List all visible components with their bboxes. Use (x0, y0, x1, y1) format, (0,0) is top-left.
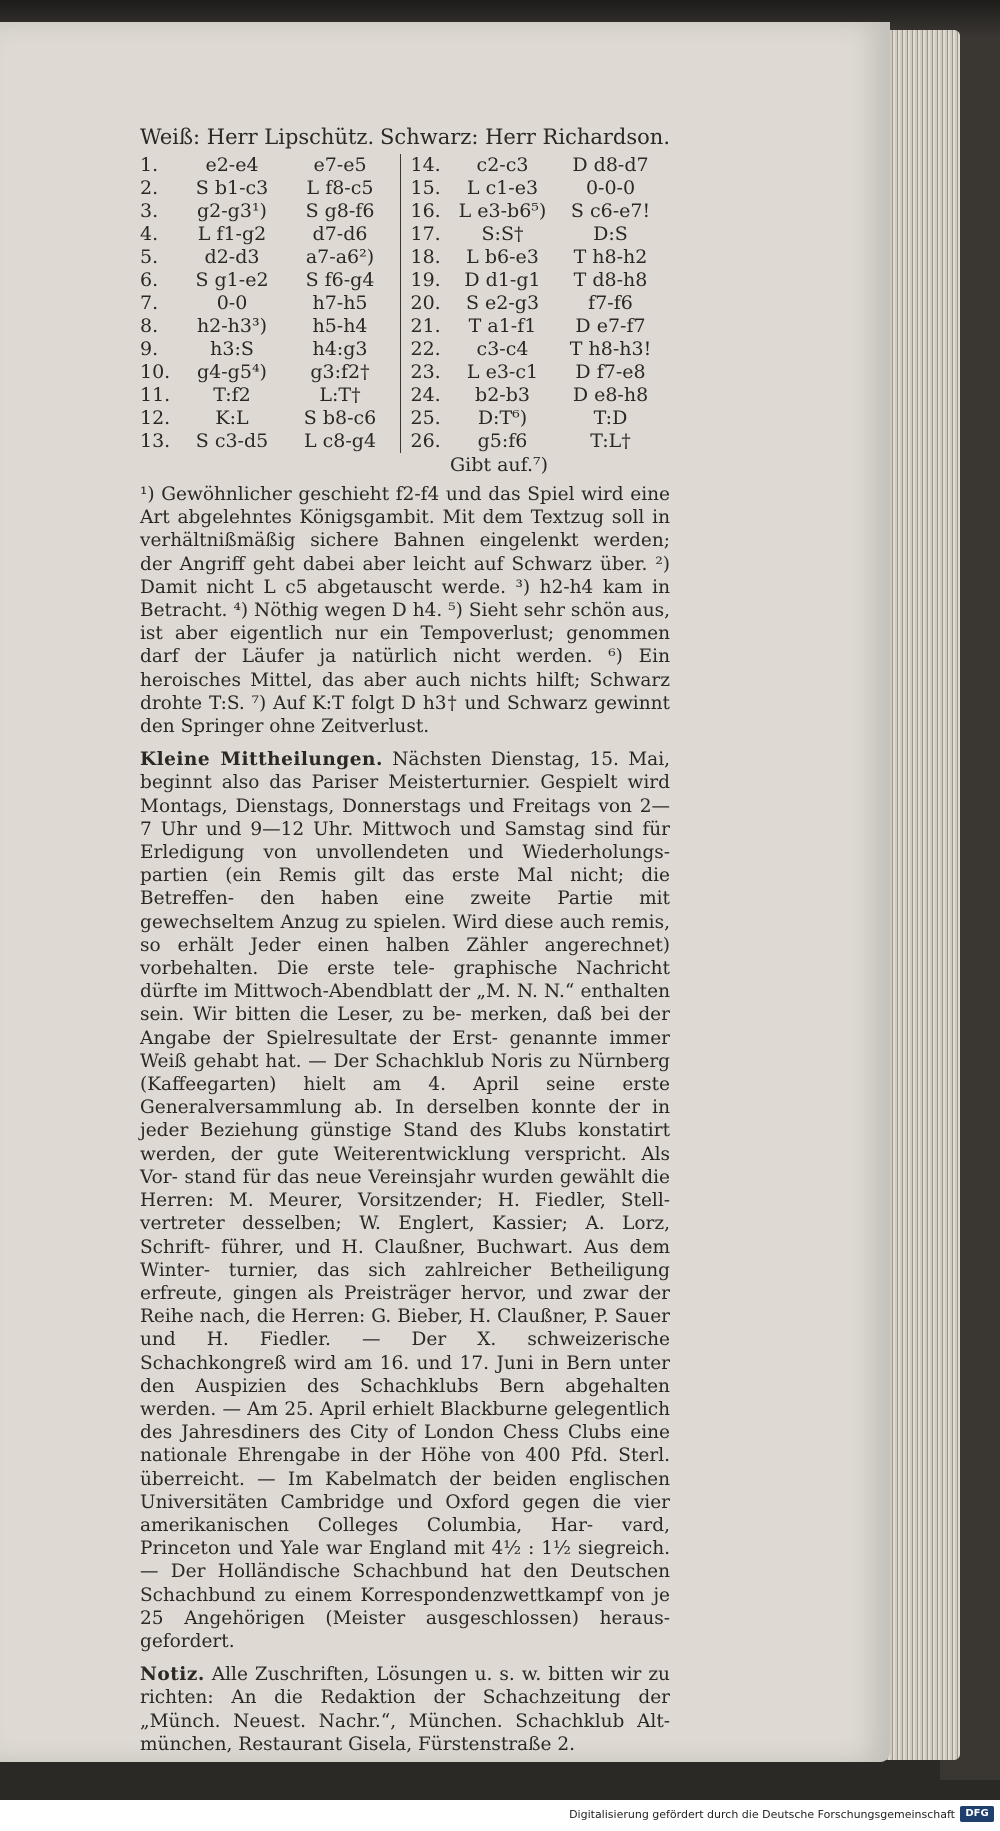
white-move: S e2-g3 (465, 292, 540, 314)
white-move: e2-e4 (205, 154, 259, 176)
move-row (411, 384, 671, 407)
move-row (140, 315, 400, 338)
white-move: h3:S (210, 338, 254, 360)
black-move: h5-h4 (312, 315, 368, 337)
black-move: T:L† (590, 430, 631, 452)
black-move: e7-e5 (313, 154, 367, 176)
white-move: L e3-b6⁵) (458, 200, 547, 222)
news-line: siegreich. — Der Holländische Schachbund hat den (140, 1538, 670, 1583)
news-line: Noris zu Nürnberg (Kaffeegarten) hielt am 4. April seine (140, 1050, 671, 1096)
note-line: ¹) Gewöhnlicher geschieht f2-f4 und das Spiel wird eine (140, 484, 670, 505)
black-move: L f8-c5 (306, 177, 374, 199)
black-move: D e7-f7 (575, 315, 646, 337)
black-move: 0-0-0 (585, 177, 636, 199)
move-row (411, 200, 671, 223)
move-number: 6. (140, 269, 159, 291)
note-line: eigentlich nur ein Tempoverlust; genommen darf der (140, 623, 670, 668)
news-line: erhielt Blackburne gelegentlich des Jahresdiners des City (140, 1398, 670, 1444)
move-number: 23. (410, 361, 441, 383)
news-line: vard, Princeton und Yale war England mit 4½ : 1½ (140, 1514, 670, 1560)
news-line: vertreter desselben; W. Englert, Kassier; A. Lorz, Schrift- (140, 1213, 670, 1258)
white-move: c2-c3 (476, 154, 529, 176)
move-number: 24. (410, 384, 441, 406)
black-move: g3:f2† (310, 361, 370, 383)
black-move: h7-h5 (312, 292, 368, 314)
news-line: H. Fiedler. — Der X. schweizerische Schachkongreß wird (140, 1329, 670, 1374)
footer-bar (0, 1800, 1000, 1831)
move-row (140, 292, 400, 315)
black-move: D:S (593, 223, 628, 245)
move-number: 2. (140, 177, 159, 199)
black-move: L c8-g4 (303, 430, 377, 452)
note-line: verhältnißmäßig sichere Bahnen eingelenkt werden; der (140, 530, 670, 575)
move-row (411, 338, 671, 361)
resignation: Gibt auf.⁷) (450, 454, 549, 476)
move-number: 18. (410, 246, 441, 268)
move-number: 16. (410, 200, 441, 222)
move-number: 22. (410, 338, 441, 360)
note-line: nicht L c5 abgetauscht werde. ³) h2-h4 kam in Betracht. (140, 576, 670, 622)
news-line: jeder Beziehung günstige Stand des Klubs konstatirt (140, 1120, 670, 1142)
news-paragraph (140, 748, 670, 1653)
book-page (0, 22, 890, 1762)
move-row (140, 223, 400, 246)
news-line: für Erledigung von unvollendeten und Wiederholungs- (140, 818, 670, 864)
white-move: c3-c4 (476, 338, 529, 360)
move-row (411, 292, 671, 315)
move-number: 25. (410, 407, 441, 429)
black-move: S g8-f6 (305, 200, 375, 222)
moves-column-right (400, 154, 671, 453)
note-line: Angriff geht dabei aber leicht auf Schwarz über. ²) Damit (140, 553, 670, 598)
news-line: erste Generalversammlung ab. In derselben konnte der in (140, 1074, 670, 1119)
white-move: h2-h3³) (196, 315, 268, 337)
move-number: 17. (410, 223, 441, 245)
note-line: folgt D h3† und Schwarz gewinnt den Springer ohne (140, 692, 670, 738)
footer-credit: Digitalisierung gefördert durch die Deutsche Forschungsgemeinschaft (569, 1808, 955, 1821)
notice-heading: Notiz. (140, 1664, 205, 1686)
moves-column-left (140, 154, 400, 453)
move-row (411, 223, 671, 246)
move-number: 14. (410, 154, 441, 176)
move-number: 7. (140, 292, 159, 314)
news-line: beginnt also das Pariser Meisterturnier. Gespielt wird (140, 772, 670, 794)
move-number: 15. (410, 177, 441, 199)
news-line: gegen die vier amerikanischen Colleges Columbia, Har- (140, 1491, 670, 1536)
news-line: der beiden englischen Universitäten Cambridge und Oxford (140, 1468, 670, 1513)
move-row (140, 177, 400, 200)
white-move: g4-g5⁴) (197, 361, 267, 383)
news-line: of London Chess Clubs eine nationale Ehrengabe in der (140, 1422, 670, 1467)
move-table (140, 154, 670, 453)
white-move: g5:f6 (477, 430, 528, 452)
move-row (140, 246, 400, 269)
news-line: „M. N. N.“ enthalten sein. Wir bitten die Leser, zu be- (140, 981, 670, 1026)
dfg-logo: DFG (960, 1806, 994, 1822)
move-number: 9. (140, 338, 159, 360)
news-line: den haben eine zweite Partie mit gewechseltem Anzug zu (140, 888, 670, 933)
news-heading: Kleine Mittheilungen. (140, 749, 383, 771)
note-line: Läufer ja natürlich nicht werden. ⁶) Ein heroisches Mittel, (140, 646, 671, 691)
white-move: g2-g3¹) (197, 200, 267, 222)
move-row (140, 338, 400, 361)
white-move: T a1-f1 (468, 315, 537, 337)
move-number: 3. (140, 200, 159, 222)
news-line: 2—7 Uhr und 9—12 Uhr. Mittwoch und Samstag sind (140, 795, 670, 840)
move-row (411, 430, 671, 453)
white-player: Weiß: Herr Lipschütz. (140, 125, 375, 149)
news-line: Nächsten Dienstag, 15. Mai, (382, 749, 670, 771)
white-move: L e3-c1 (466, 361, 539, 383)
move-row (140, 269, 400, 292)
move-number: 5. (140, 246, 159, 268)
move-row (140, 384, 400, 407)
game-header (140, 122, 670, 152)
white-move: L b6-e3 (466, 246, 539, 268)
news-line: merken, daß bei der Angabe der Spielresultate der Erst- (140, 1004, 670, 1049)
white-move: L c1-e3 (466, 177, 539, 199)
notice-line: zu richten: An die Redaktion der Schachzeitung der (140, 1664, 670, 1709)
text-column (140, 122, 670, 1756)
black-move: T h8-h3! (569, 338, 652, 360)
move-number: 1. (140, 154, 159, 176)
news-line: Deutschen Schachbund zu einem Korrespondenzwettkampf (140, 1561, 670, 1606)
news-line: stand für das neue Vereinsjahr wurden gewählt die (184, 1166, 670, 1188)
notice-line: „Münch. Neuest. Nachr.“, München. Schachklub Alt- (140, 1710, 670, 1732)
move-number: 20. (410, 292, 441, 314)
white-move: D d1-g1 (464, 269, 541, 291)
move-row (411, 315, 671, 338)
move-row (411, 361, 671, 384)
game-notes (140, 483, 670, 738)
news-line: Schachklubs Bern abgehalten werden. — Am 25. April (140, 1375, 670, 1420)
move-row (411, 407, 671, 430)
black-move: S f6-g4 (305, 269, 375, 291)
black-player: Schwarz: Herr Richardson. (380, 125, 670, 149)
move-row (140, 200, 400, 223)
black-move: D d8-d7 (572, 154, 649, 176)
move-number: 11. (140, 384, 171, 406)
white-move: S c3-d5 (195, 430, 269, 452)
white-move: S b1-c3 (195, 177, 269, 199)
move-row (140, 430, 400, 453)
move-number: 21. (410, 315, 441, 337)
white-move: S:S† (481, 223, 524, 245)
move-number: 19. (410, 269, 441, 291)
note-line: Zeitverlust. (321, 716, 430, 738)
news-line: am 16. und 17. Juni in Bern unter den Auspizien des (140, 1352, 671, 1397)
move-row (140, 361, 400, 384)
news-line: spielen. Wird diese auch remis, so erhält Jeder einen (140, 911, 670, 956)
black-move: h4:g3 (312, 338, 368, 360)
black-move: T:D (593, 407, 628, 429)
move-number: 12. (140, 407, 171, 429)
move-number: 10. (140, 361, 171, 383)
black-move: L:T† (319, 384, 361, 406)
white-move: L f1-g2 (197, 223, 267, 245)
notice-line: münchen, Restaurant Gisela, Fürstenstraße 2. (140, 1733, 575, 1755)
notice-paragraph (140, 1663, 670, 1756)
white-move: b2-b3 (475, 384, 530, 406)
news-line: partien (ein Remis gilt das erste Mal nicht; die Betreffen- (140, 865, 670, 910)
black-move: D e8-h8 (572, 384, 649, 406)
black-move: f7-f6 (588, 292, 633, 314)
move-row (411, 246, 671, 269)
white-move: S g1-e2 (195, 269, 269, 291)
news-line: als Preisträger hervor, und zwar der Reihe nach, die (140, 1282, 671, 1328)
move-row (411, 154, 671, 177)
news-line: halben Zähler angerechnet) vorbehalten. Die erste tele- (140, 934, 670, 980)
move-number: 8. (140, 315, 159, 337)
note-line: ⁴) Nöthig wegen D h4. ⁵) Sieht sehr schön aus, ist aber (140, 600, 670, 645)
note-line: Art abgelehntes Königsgambit. Mit dem Textzug soll in (140, 507, 670, 529)
note-line: das aber auch nichts hilft; Schwarz drohte T:S. ⁷) Auf K:T (140, 669, 671, 714)
news-line: Herren: M. Meurer, Vorsitzender; H. Fiedler, Stell- (140, 1190, 670, 1212)
news-line: von je 25 Angehörigen (Meister ausgeschlossen) heraus- (140, 1584, 670, 1629)
white-move: T:f2 (213, 384, 251, 406)
black-move: T d8-h8 (573, 269, 648, 291)
news-line: gefordert. (140, 1630, 235, 1652)
black-move: d7-d6 (312, 223, 368, 245)
black-move: D f7-e8 (575, 361, 646, 383)
white-move: d2-d3 (204, 246, 260, 268)
black-move: T h8-h2 (573, 246, 648, 268)
news-line: werden, der gute Weiterentwicklung verspricht. Als Vor- (140, 1143, 670, 1188)
move-number: 26. (410, 430, 441, 452)
move-row (140, 407, 400, 430)
white-move: K:L (215, 407, 249, 429)
black-move: a7-a6²) (305, 246, 375, 268)
news-line: turnier, das sich zahlreicher Betheiligung erfreute, gingen (140, 1259, 670, 1304)
move-row (140, 154, 400, 177)
black-move: S c6-e7! (570, 200, 651, 222)
news-line: führer, und H. Claußner, Buchwart. Aus dem Winter- (140, 1236, 670, 1281)
move-row (411, 269, 671, 292)
white-move: D:T⁶) (477, 407, 528, 429)
news-line: genannte immer Weiß gehabt hat. — Der Schachklub (140, 1027, 670, 1072)
notice-line: Alle Zuschriften, Lösungen u. s. w. bitten wir (204, 1664, 642, 1686)
news-line: graphische Nachricht dürfte im Mittwoch-Abendblatt der (140, 958, 670, 1003)
news-line: Höhe von 400 Pfd. Sterl. überreicht. — Im Kabelmatch (140, 1445, 670, 1490)
move-number: 4. (140, 223, 159, 245)
white-move: 0-0 (216, 292, 248, 314)
move-number: 13. (140, 430, 171, 452)
news-line: Herren: G. Bieber, H. Claußner, P. Sauer und (140, 1306, 670, 1351)
news-line: Montags, Dienstags, Donnerstags und Freitags von (140, 795, 632, 817)
black-move: S b8-c6 (303, 407, 377, 429)
move-row (411, 177, 671, 200)
